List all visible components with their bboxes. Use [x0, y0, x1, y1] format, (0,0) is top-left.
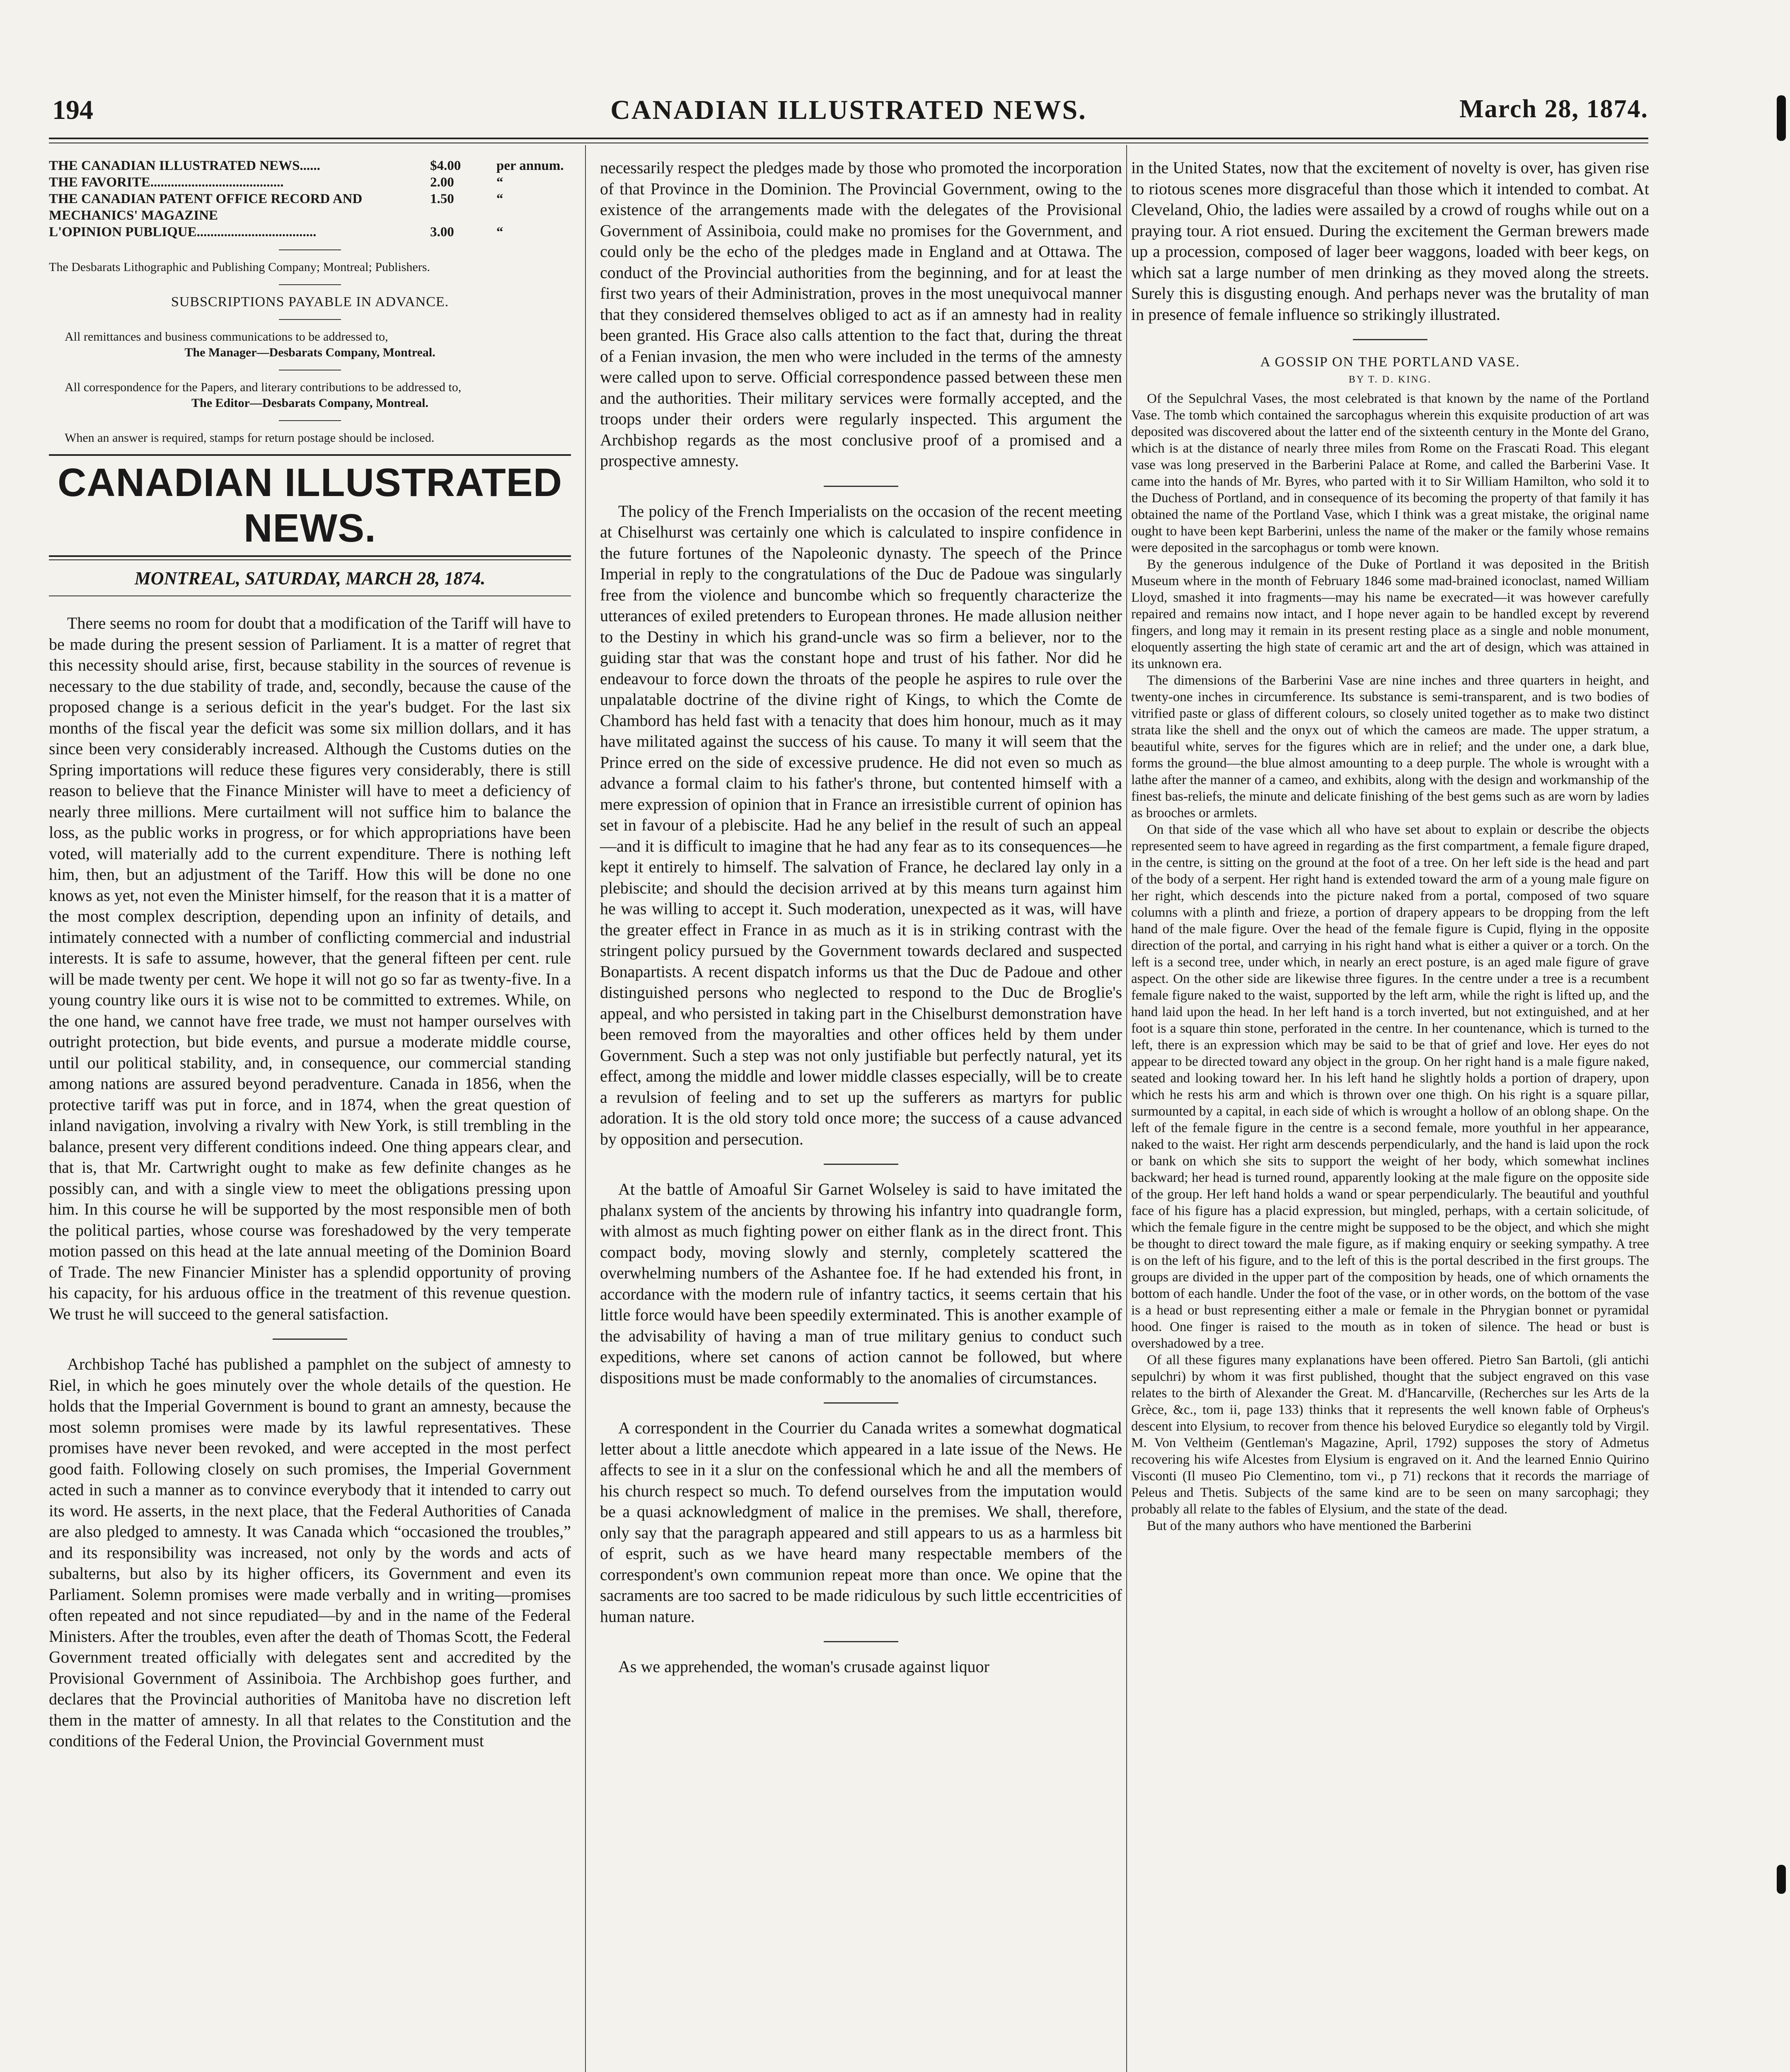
editorial-crusade-continued: [1131, 157, 1649, 325]
correspondence-address: The Editor—Desbarats Company, Montreal.: [191, 396, 428, 410]
editorial-tariff: [49, 613, 571, 1324]
divider: [824, 1164, 898, 1165]
running-title: CANADIAN ILLUSTRATED NEWS.: [610, 95, 1087, 125]
masthead-rule: [49, 454, 571, 456]
price-row: THE CANADIAN ILLUSTRATED NEWS...... $4.00 per annum.: [49, 158, 564, 173]
divider: [279, 319, 341, 320]
stamps-notice: When an answer is required, stamps for return postage should be inclosed.: [65, 431, 435, 445]
editorial-crusade: [600, 1656, 1122, 1677]
publisher-notice: [49, 259, 571, 446]
paragraph: necessarily respect the pledges made by those who promoted the incorporation of that Province in the Dominion. The Provincial Government, owing to the existence of the arrangements made with the delegates of the Provisional Government of Assiniboia, could make no promises for the Government, and could only be the echo of the pledges made in England and at Ottawa. The conduct of the Provincial authorities from the beginning, and for at least the first two years of their Administration, proves in the most unequivocal manner that they considered themselves obliged to act as if an amnesty had in reality been granted. His Grace also calls attention to the fact that, during the threat of a Fenian invasion, the men who were included in the terms of the amnesty were called upon to serve. Official correspondence passed between these men and the authorities. Their military services were formally accepted, and the troops under their orders were regularly inspected. This argument the Archbishop regards as the most conclusive proof of a promised and a prospective amnesty.: [600, 158, 1122, 470]
header-rule: [49, 138, 1648, 143]
paragraph: Of all these figures many explanations have been offered. Pietro San Bartoli, (gli antichi sepulchri) by whom it was first published, thought that the subject engraved on this vase relates to the birth of Alexander the Great. M. d'Hancarville, (Recherches sur les Arts de la Grèce, &c., tom ii, page 133) thinks that it represents the well known fable of Orpheus's descent into Elysium, to recover from thence his beloved Eurydice so elegantly told by Virgil. M. Von Veltheim (Gentleman's Magazine, April, 1792) supposes the story of Admetus recovering his wife Alcestes from Elysium is engraved on it. And the learned Ennio Quirino Visconti (Il museo Pio Clementino, tom vi., p 71) reckons that it records the marriage of Peleus and Thetis. Subjects of the same kind are to be seen on many sarcophagi; they probably all relate to the fables of Elysium, and the state of the dead.: [1131, 1353, 1649, 1517]
divider: [824, 1402, 898, 1404]
correspondence-notice: All correspondence for the Papers, and literary contributions to be addressed to,: [65, 380, 462, 394]
paragraph: A correspondent in the Courrier du Canada writes a somewhat dogmatical letter about a little anecdote which appeared in a late issue of the News. He affects to see in it a slur on the confessional which he and all the members of his church respect so much. To defend ourselves from the imputation would be a quasi acknowledgment of malice in the premises. We shall, therefore, only say that the paragraph appeared and still appears to us as a harmless bit of esprit, such as we have heard many respectable members of the correspondent's own communion repeat more than once. We opine that the sacraments are too sacred to be made ridiculous by such little eccentricities of human nature.: [600, 1418, 1122, 1626]
paragraph: The dimensions of the Barberini Vase are nine inches and three quarters in height, and twenty-one inches in circumference. Its substance is semi-transparent, and is two bodies of vitrified paste or glass of different colours, so closely united together as to make two distinct strata like the shell and the onyx out of which the cameos are made. The upper stratum, a beautiful white, serves for the figures which are in relief; and the under one, a dark blue, forms the ground—the blue almost amounting to a deep purple. The whole is wrought with a lathe after the manner of a cameo, and exhibits, along with the design and workmanship of the finest bas-reliefs, the minute and delicate finishing of the best gems such as are worn by ladies as brooches or armlets.: [1131, 673, 1649, 821]
divider: [279, 249, 341, 250]
divider: [824, 1641, 898, 1642]
editorial-tache: [49, 1354, 571, 1752]
paragraph: Archbishop Taché has published a pamphlet on the subject of amnesty to Riel, in which he goes minutely over the whole details of the question. He holds that the Imperial Government is bound to grant an amnesty, because the most solemn promises were made by its lawful representatives. These promises have never been revoked, and were accepted in the most perfect good faith. Following closely on such promises, the Imperial Government acted in such a manner as to convince everybody that it intended to carry out its word. He asserts, in the next place, that the Federal Authorities of Canada are also pledged to amnesty. It was Canada which “occasioned the troubles,” and its responsibility was increased, not only by the words and acts of subalterns, but also by its higher officers, its Government and even its Parliament. Solemn promises were made verbally and in writing—promises often repeated and not since repudiated—by and in the name of the Federal Ministers. After the troubles, even after the death of Thomas Scott, the Federal Government treated officially with delegates sent and accredited by the Provisional Government of Assiniboia. The Archbishop goes further, and declares that the Provincial authorities of Manitoba have no discretion left them in the matter of amnesty. In all that relates to the Constitution and the conditions of the Federal Union, the Provincial Government must: [49, 1355, 571, 1750]
paragraph: There seems no room for doubt that a modification of the Tariff will have to be made during the present session of Parliament. It is a matter of regret that this necessity should arise, first, because stability in the sources of revenue is necessary to the due stability of trade, and, secondly, because the cause of the proposed change is a serious deficit in the year's budget. For the last six months of the fiscal year the deficit was some six million dollars, and it has since been very considerably increased. Although the Customs duties on the Spring importations will reduce these figures very considerably, there is still reason to believe that the Finance Minister will have to meet a deficiency of nearly three millions. Mere curtailment will not suffice him to balance the loss, as the public works in progress, or for which appropriations have been voted, will materially add to the current expenditure. There is nothing left him, then, but an adjustment of the Tariff. How this will be done no one knows as yet, not even the Minister himself, for the reason that it is a matter of the most complex description, depending upon an infinity of details, and intimately connected with a number of conflicting commercial and industrial interests. It is safe to assume, however, that the general fifteen per cent. rule will be made twenty per cent. We hope it will not go so far as twenty-five. In a young country like ours it is wise not to be committed to extremes. While, on the one hand, we cannot have free trade, we must not hamper ourselves with outright protection, but bide events, and pursue a moderate middle course, until our political stability, and, in consequence, our commercial standing among nations are assured beyond peradventure. Canada in 1856, when the protective tariff was put in force, and in 1874, when the great question of inland navigation, involving a rivalry with New York, is still trembling in the balance, present very different conditions indeed. One thing appears clear, and that is, that Mr. Cartwright ought to make as few definite changes as he possibly can, and with a single view to meet the obligations pressing upon him. In this course he will be supported by the most responsible men of both the political parties, whose course was foreshadowed by the very temperate motion passed on this head at the late annual meeting of the Dominion Board of Trade. The new Financier Minister has a splendid opportunity of proving his capacity, for his arduous office in the treatment of this revenue question. We trust he will succeed to the general satisfaction.: [49, 614, 571, 1323]
issue-date: March 28, 1874.: [1459, 95, 1648, 123]
paragraph: But of the many authors who have mentioned the Barberini: [1147, 1518, 1472, 1533]
article-byline: BY T. D. KING.: [1348, 374, 1432, 385]
divider: [1353, 339, 1427, 340]
subscriptions-notice: SUBSCRIPTIONS PAYABLE IN ADVANCE.: [171, 294, 449, 310]
paragraph: The policy of the French Imperialists on the occasion of the recent meeting at Chiselhurst was certainly one which is calculated to inspire confidence in the future fortunes of the Napoleonic dynasty. The speech of the Prince Imperial in reply to the congratulations of the Duc de Padoue was singularly free from the violence and buncombe which so frequently characterize the utterances of exiled pretenders to European thrones. He made allusion neither to the Destiny in which his grand-uncle was so firm a believer, nor to the guiding star that was the constant hope and trust of his father. Nor did he endeavour to force down the throats of the people he aspires to rule over the unpalatable doctrine of the divine right of Kings, to which the Comte de Chambord has held fast with a tenacity that does him honour, much as it may have militated against the success of his cause. To many it will seem that the Prince erred on the side of excessive prudence. He did not even so much as advance a formal claim to his father's throne, but contented himself with a mere expression of opinion that in France an irresistible current of opinion has set in favour of a plebiscite. Had he any belief in the result of such an appeal—and it is difficult to imagine that he had any fear as to its consequences—he kept it entirely to himself. The salvation of France, he declared lay only in a plebiscite; and should the decision arrived at by this means turn against him he was willing to accept it. Such moderation, unexpected as it was, will have the greater effect in France in as much as it is in striking contrast with the stringent policy pursued by the Government towards declared and suspected Bonapartists. A recent dispatch informs us that the Duc de Padoue and other distinguished persons who neglected to respond to the Duc de Broglie's appeal, and who persisted in taking part in the Chiselburst demonstration have been removed from the mayoralties and other offices held by them under Government. Such a step was not only justifiable but perfectly natural, yet its effect, among the middle and lower middle classes especially, will be to create a revulsion of feeling and to set up the sufferers as martyrs for public adoration. It is the old story told once more; the success of a cause advanced by opposition and persecution.: [600, 501, 1122, 1148]
remittances-notice: All remittances and business communications to be addressed to,: [65, 330, 388, 344]
divider: [279, 284, 341, 285]
editorial-tache-continued: [600, 157, 1122, 472]
column-2: [600, 157, 1122, 1677]
publisher: The Desbarats Lithographic and Publishing Company; Montreal; Publishers.: [49, 260, 430, 274]
price-row: THE FAVORITE....................................... 2.00 “: [49, 175, 503, 190]
divider: [49, 595, 571, 596]
divider: [279, 420, 341, 421]
article-title: A GOSSIP ON THE PORTLAND VASE.: [1260, 354, 1520, 370]
remittances-address: The Manager—Desbarats Company, Montreal.: [184, 346, 435, 359]
running-header: [49, 94, 1648, 134]
price-row: L'OPINION PUBLIQUE................................... 3.00 “: [49, 225, 503, 240]
paragraph: Of the Sepulchral Vases, the most celebrated is that known by the name of the Portland Vase. The tomb which contained the sarcophagus wherein this exquisite production of art was deposited was discovered about the latter end of the sixteenth century in the Monte del Grano, which is at the distance of nearly three miles from Rome on the Frascati Road. This elegant vase was long preserved in the Barberini Palace at Rome, and called the Barberini Vase. It came into the hands of Mr. Byres, who parted with it to Sir William Hamilton, who sold it to the Duchess of Portland, and in consequence of its becoming the property of that family it has obtained the name of the Portland Vase, which I think was a great mistake, the original name ought to have been kept Barberini, unless the name of the maker or the family whose remains were deposited in the sarcophagus or tomb were known.: [1131, 391, 1649, 555]
page-edge-mark: [1777, 95, 1786, 141]
column-1: [49, 157, 571, 1752]
column-3: [1131, 157, 1649, 1534]
divider: [824, 486, 898, 487]
divider: [273, 1339, 347, 1340]
masthead: CANADIAN ILLUSTRATED NEWS.: [57, 460, 563, 550]
paragraph: As we apprehended, the woman's crusade against liquor: [618, 1657, 989, 1676]
paragraph: On that side of the vase which all who have set about to explain or describe the objects represented seem to have agreed in regarding as the first compartment, a female figure draped, in the centre, is sitting on the ground at the foot of a tree. On her left side is the head and part of the body of a serpent. Her right hand is extended toward the arm of a young male figure on her right, which descends into the picture naked from a portal, composed of two square columns with a plinth and frieze, a portion of drapery appears to be dropping from the left hand of the male figure. Over the head of the female figure is Cupid, flying in the opposite direction of the portal, and carrying in his right hand what is either a quiver or a torch. On the left is a second tree, under which, in nearly an erect posture, is an aged male figure of grave aspect. On the other side are likewise three figures. In the centre under a tree is a recumbent female figure naked to the waist, supported by the left arm, while the right is lifted up, and the hand laid upon the head. In her left hand is a torch inverted, but not extinguished, and at her foot is a square thin stone, perforated in the centre. In her countenance, which is turned to the left, there is an expression which may be said to be that of grief and love. Her eyes do not appear to be directed toward any object in the group. On her right hand is a male figure naked, seated and looking toward her. In his left hand he slightly holds a portion of drapery, upon which he rests his arm and which is thrown over one thigh. On his right is a square pillar, surmounted by a capital, in each side of which is wrought a hollow of an oblong shape. On the left of the female figure in the centre is a second female, more youthful in her appearance, naked to the waist. Her right arm descends perpendicularly, and the hand is laid upon the rock or bank on which she sits to support the weight of her body, which somewhat inclines backward; her head is turned round, apparently looking at the male figure on the opposite side of the group. Her left hand holds a wand or spear perpendicularly. The beautiful and youthful face of his figure has a placid expression, but mingled, perhaps, with a certain solicitude, of which the female figure in the centre might be supposed to be the object, and which she might be thought to direct toward the male figure, as if making enquiry or seeking sympathy. A tree is on the left of his figure, and to the left of this is the portal described in the first groups. The groups are divided in the upper part of the composition by heads, one of which ornaments the bottom of each handle. Under the foot of the vase, or in other words, on the bottom of the vase is a head or bust representing either a male or female in the Phrygian bonnet or pyramidal hood. One finger is raised to the mouth as in token of silence. The head or bust is overshadowed by a tree.: [1131, 822, 1649, 1351]
price-row: THE CANADIAN PATENT OFFICE RECORD AND MECHANICS' MAGAZINE 1.50 “: [49, 191, 503, 223]
price-list: [49, 157, 571, 240]
editorial-imperialists: [600, 501, 1122, 1150]
paragraph: By the generous indulgence of the Duke of Portland it was deposited in the British Museum where in the month of February 1846 some mad-brained iconoclast, named William Lloyd, smashed it into fragments—may his name be execrated—it was however carefully repaired and remains now intact, and I hope never again to be handled except by reverend fingers, and long may it remain in its present resting place as a single and noble monument, eloquently asserting the high state of ceramic art and the art of design, which was attained in its unknown era.: [1131, 557, 1649, 671]
column-rule: [585, 145, 586, 2072]
editorial-amoaful: [600, 1179, 1122, 1388]
page-edge-mark: [1777, 1865, 1786, 1894]
paragraph: in the United States, now that the excitement of novelty is over, has given rise to riotous scenes more disgraceful than those which it intended to combat. At Cleveland, Ohio, the ladies were assailed by a crowd of roughs while out on a praying tour. A riot ensued. During the excitement the German brewers made up a procession, composed of lager beer waggons, loaded with beer kegs, on which sat a large number of men drinking as they moved along the streets. Surely this is disgusting enough. And perhaps never was the brutality of man in presence of female influence so strikingly illustrated.: [1131, 158, 1649, 324]
dateline: MONTREAL, SATURDAY, MARCH 28, 1874.: [134, 568, 486, 588]
paragraph: At the battle of Amoaful Sir Garnet Wolseley is said to have imitated the phalanx system of the ancients by throwing his infantry into quadrangle form, with almost as much fighting power on either flank as in the direct front. This compact body, moving slowly and sternly, completely scattered the overwhelming numbers of the Ashantee foe. If he had extended his front, in accordance with the modern rule of infantry tactics, it seems certain that his little force would have been speedily exterminated. This is another example of the advisability of having a man of true military genius to conduct such expeditions, where set canons of action cannot be followed, but where dispositions must be made conformably to the anomalies of circumstances.: [600, 1180, 1122, 1387]
masthead-rule: [49, 555, 571, 560]
editorial-courrier: [600, 1418, 1122, 1627]
column-rule: [1126, 145, 1127, 2072]
page-number: 194: [52, 95, 93, 125]
article-portland-vase: [1131, 390, 1649, 1534]
